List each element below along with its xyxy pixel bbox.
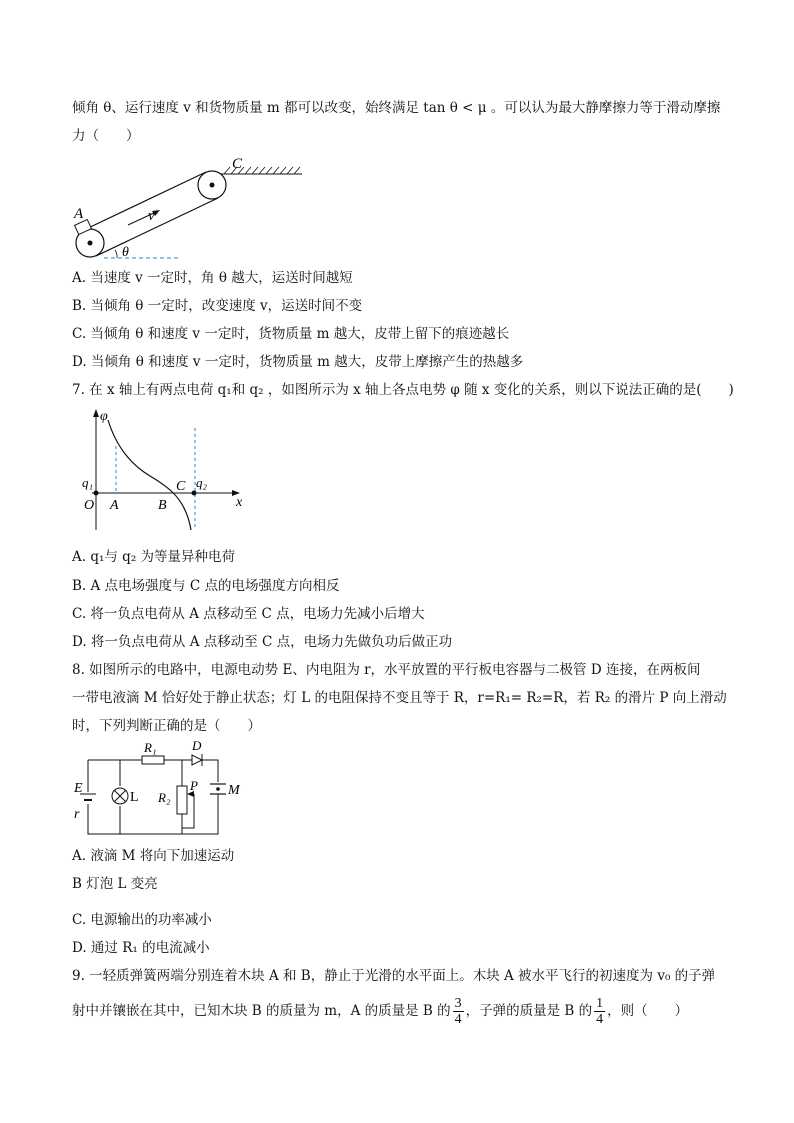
q9-stem-line2	[72, 994, 688, 1028]
q6-label-theta: θ	[122, 245, 129, 260]
q8-option-d: D. 通过 R₁ 的电流减小	[72, 940, 210, 956]
q7-option-c: C. 将一负点电荷从 A 点移动至 C 点，电场力先减小后增大	[72, 606, 425, 622]
q7-label-A: A	[110, 498, 119, 513]
q7-stem: 7. 在 x 轴上有两点电荷 q₁和 q₂ ，如图所示为 x 轴上各点电势 φ 随 x 变化的关系，则以下说法正确的是( )	[72, 382, 734, 398]
q6-option-c: C. 当倾角 θ 和速度 v 一定时，货物质量 m 越大，皮带上留下的痕迹越长	[72, 326, 510, 342]
q8-stem-line2: 一带电液滴 M 恰好处于静止状态；灯 L 的电阻保持不变且等于 R，r=R₁= R₂=R，若 R₂ 的滑片 P 向上滑动	[72, 690, 727, 706]
q8-label-M: M	[228, 783, 240, 798]
q8-label-D: D	[192, 738, 202, 753]
q8-option-c: C. 电源输出的功率减小	[72, 912, 212, 928]
q8-label-R2: R₂	[158, 790, 171, 805]
q8-stem-line1: 8. 如图所示的电路中，电源电动势 E、内电阻为 r，水平放置的平行板电容器与二极管 D 连接，在两板间	[72, 662, 701, 678]
q8-label-r: r	[74, 807, 80, 822]
q8-option-b: B 灯泡 L 变亮	[72, 876, 158, 892]
q6-conveyor-figure	[70, 152, 310, 264]
q8-label-P: P	[190, 778, 198, 793]
q7-label-q1: q₁	[82, 475, 94, 490]
q6-option-d: D. 当倾角 θ 和速度 v 一定时，货物质量 m 越大，皮带上摩擦产生的热越多	[72, 354, 524, 370]
q6-option-b: B. 当倾角 θ 一定时，改变速度 v，运送时间不变	[72, 298, 363, 314]
q9-fraction-one-quarter	[594, 996, 605, 1027]
q6-stem-line2: 力（ ）	[72, 128, 140, 144]
q7-label-O: O	[84, 498, 95, 513]
q9-line2-part-c: ，则（ ）	[607, 1003, 689, 1019]
q6-option-a: A. 当速度 v 一定时，角 θ 越大，运送时间越短	[72, 270, 353, 286]
q7-option-d: D. 将一负点电荷从 A 点移动至 C 点，电场力先做负功后做正功	[72, 634, 453, 650]
q7-potential-graph	[78, 406, 258, 536]
q6-stem-line1: 倾角 θ、运行速度 v 和货物质量 m 都可以改变，始终满足 tan θ < μ 。可以认为最大静摩擦力等于滑动摩擦	[72, 100, 721, 116]
q6-label-v: v	[148, 208, 155, 224]
q9-frac1-numerator: 3	[454, 996, 462, 1011]
q9-line2-part-b: ，子弹的质量是 B 的	[465, 1003, 593, 1019]
q6-label-A: A	[74, 206, 84, 222]
q8-circuit-figure	[70, 738, 250, 840]
q9-frac1-denominator: 4	[454, 1012, 462, 1027]
q8-label-E: E	[74, 781, 83, 796]
q6-label-C: C	[232, 156, 243, 172]
q7-option-b: B. A 点电场强度与 C 点的电场强度方向相反	[72, 578, 340, 594]
q7-label-q2: q₂	[196, 475, 208, 490]
q7-axis-x: x	[236, 495, 243, 510]
q7-axis-phi: φ	[100, 409, 108, 424]
q7-label-C: C	[176, 479, 186, 494]
q9-line2-part-a: 射中并镶嵌在其中，已知木块 B 的质量为 m，A 的质量是 B 的	[72, 1003, 451, 1019]
q7-label-B: B	[158, 498, 167, 513]
q9-fraction-three-quarters	[453, 996, 464, 1027]
q8-label-R1: R₁	[144, 740, 157, 755]
q8-option-a: A. 液滴 M 将向下加速运动	[72, 848, 235, 864]
q8-stem-line3: 时，下列判断正确的是（ ）	[72, 718, 261, 734]
q8-label-L: L	[130, 790, 139, 805]
q9-frac2-denominator: 4	[596, 1012, 604, 1027]
q7-option-a: A. q₁与 q₂ 为等量异种电荷	[72, 549, 236, 565]
q9-stem-line1: 9. 一轻质弹簧两端分别连着木块 A 和 B，静止于光滑的水平面上。木块 A 被水平飞行的初速度为 v₀ 的子弹	[72, 968, 716, 984]
q9-frac2-numerator: 1	[596, 996, 604, 1011]
